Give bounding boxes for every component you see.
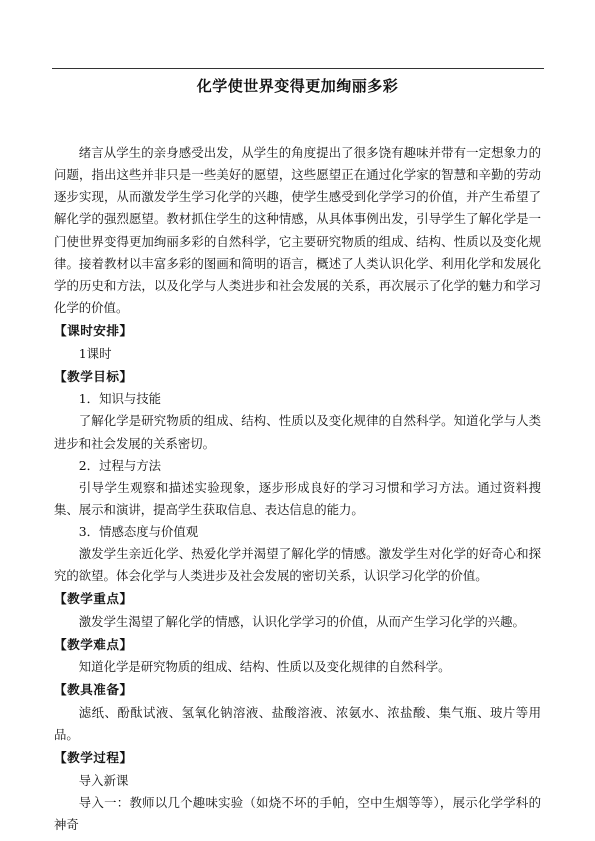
goal-item-3-text: 激发学生亲近化学、热爱化学并渴望了解化学的情感。激发学生对化学的好奇心和探究的欲望。体会化学与人类进步及社会发展的密切关系，认识学习化学的价值。 bbox=[54, 546, 541, 584]
document-body bbox=[54, 142, 541, 836]
section-heading-schedule: 【课时安排】 bbox=[54, 323, 133, 339]
schedule-text: 1课时 bbox=[78, 345, 112, 361]
section-heading-key-point: 【教学重点】 bbox=[54, 591, 133, 607]
document-title: 化学使世界变得更加绚丽多彩 bbox=[196, 77, 399, 95]
process-intro-one: 导入一：教师以几个趣味实验（如烧不坏的手帕，空中生烟等等），展示化学学科的神奇 bbox=[54, 794, 541, 832]
intro-paragraph: 绪言从学生的亲身感受出发，从学生的角度提出了很多饶有趣味并带有一定想象力的问题，指出这些并非只是一些美好的愿望，这些愿望正在通过化学家的智慧和辛勤的劳动逐步实现，从而激发学生学习化学的兴趣，使学生感受到化学学习的价值，并产生希望了解化学的强烈愿望。教材抓住学生的这种情感，从具体事例出发，引导学生了解化学是一门使世界变得更加绚丽多彩的自然科学，它主要研究物质的组成、结构、性质以及变化规律。接着教材以丰富多彩的图画和简明的语言，概述了人类认识化学、利用化学和发展化学的历史和方法，以及化学与人类进步和社会发展的关系，再次展示了化学的魅力和学习化学的价值。 bbox=[54, 145, 541, 316]
difficulty-text: 知道化学是研究物质的组成、结构、性质以及变化规律的自然科学。 bbox=[78, 659, 451, 675]
goal-item-2-title: 2．过程与方法 bbox=[78, 457, 162, 473]
materials-text: 滤纸、酚酞试液、氢氧化钠溶液、盐酸溶液、浓氨水、浓盐酸、集气瓶、玻片等用品。 bbox=[54, 704, 541, 742]
goal-item-1-title: 1．知识与技能 bbox=[78, 391, 162, 407]
header-rule bbox=[52, 68, 544, 69]
section-heading-materials: 【教具准备】 bbox=[54, 682, 133, 698]
goal-item-1-text: 了解化学是研究物质的组成、结构、性质以及变化规律的自然科学。知道化学与人类进步和社会发展的关系密切。 bbox=[54, 413, 541, 451]
key-point-text: 激发学生渴望了解化学的情感，认识化学学习的价值，从而产生学习化学的兴趣。 bbox=[78, 613, 525, 629]
section-heading-difficulty: 【教学难点】 bbox=[54, 636, 133, 652]
section-heading-goals: 【教学目标】 bbox=[54, 368, 133, 384]
goal-item-3-title: 3．情感态度与价值观 bbox=[78, 523, 199, 539]
process-intro-label: 导入新课 bbox=[78, 772, 129, 788]
goal-item-2-text: 引导学生观察和描述实验现象，逐步形成良好的学习习惯和学习方法。通过资料搜集、展示和演讲，提高学生获取信息、表达信息的能力。 bbox=[54, 479, 541, 517]
section-heading-process: 【教学过程】 bbox=[54, 750, 133, 766]
